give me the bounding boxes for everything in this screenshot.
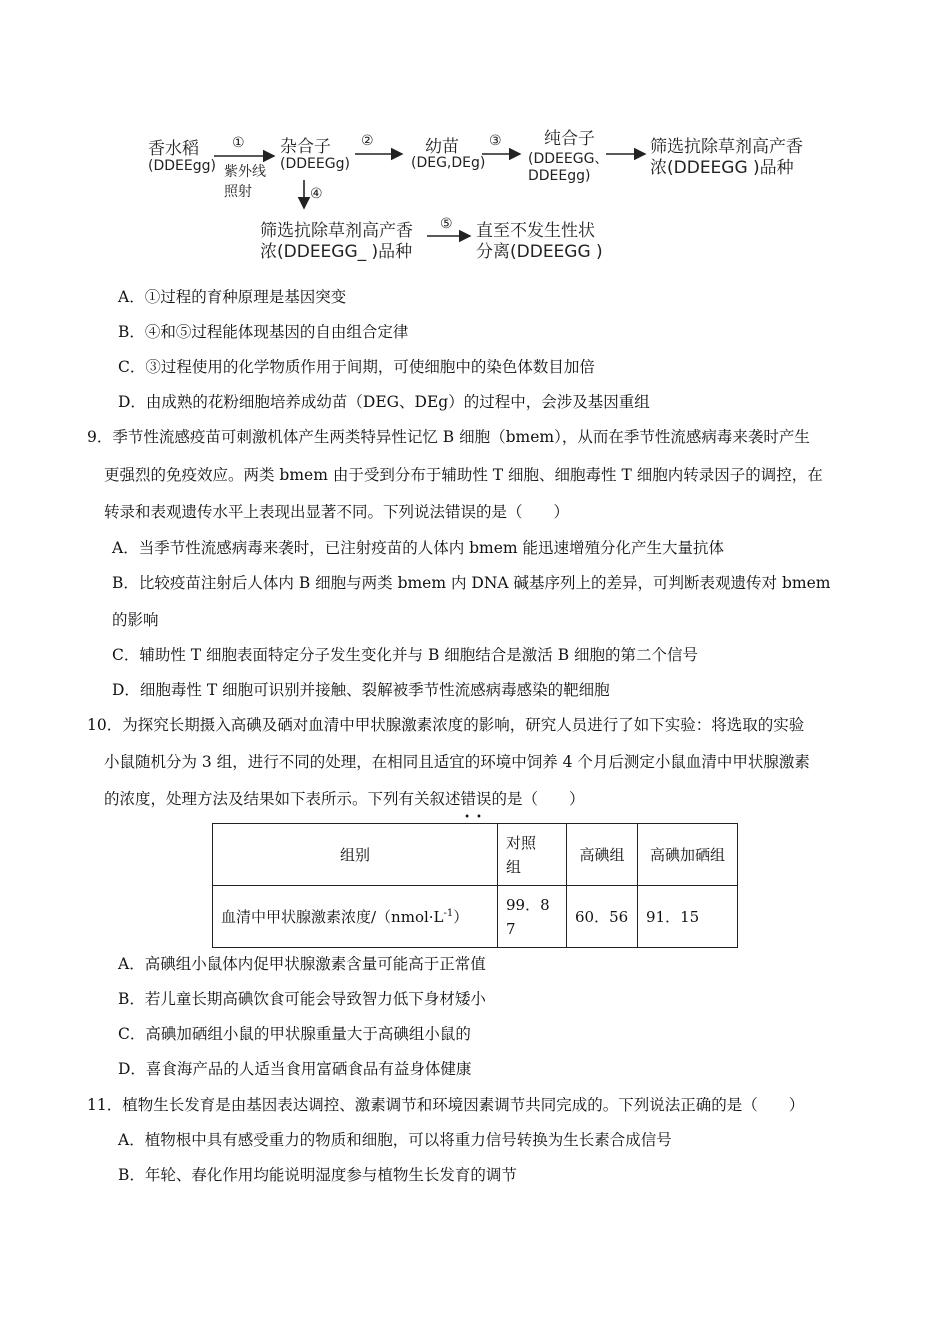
node-homozygote-genotype-1: (DDEEGG、 (528, 151, 609, 167)
node-screen-variety-line2: 浓(DDEEGG_ )品种 (260, 242, 413, 262)
header-high-iodine: 高碘组 (567, 824, 638, 886)
step-2-label: ② (361, 133, 374, 149)
step-4-label: ④ (310, 186, 323, 202)
cell-high-iodine: 60．56 (567, 886, 638, 948)
q10-stem-line1: 10．为探究长期摄入高碘及硒对血清中甲状腺激素浓度的影响，研究人员进行了如下实验：将选取的实验 (87, 716, 805, 734)
q10-emphasis-word (460, 790, 492, 823)
cell-high-iodine-selenium: 91．15 (638, 886, 738, 948)
q8-option-d: D．由成熟的花粉细胞培养成幼苗（DEG、DEg）的过程中，会涉及基因重组 (118, 393, 650, 411)
q10-emphasis-text: 错误 (460, 790, 492, 808)
cell-control-line1: 99．8 (506, 895, 550, 914)
q10-results-table (212, 823, 738, 948)
node-hybrid: 杂合子 (280, 137, 331, 157)
node-homozygote-genotype-2: DDEEgg) (528, 168, 591, 184)
step-3-label: ③ (489, 133, 502, 149)
q9-option-c: C．辅助性 T 细胞表面特定分子发生变化并与 B 细胞结合是激活 B 细胞的第二个信号 (112, 646, 699, 664)
node-xiangshuidao: 香水稻 (148, 139, 199, 159)
q9-option-a: A．当季节性流感病毒来袭时，已注射疫苗的人体内 bmem 能迅速增殖分化产生大量抗体 (112, 539, 725, 557)
header-control-line2: 组 (506, 857, 522, 876)
step-5-label: ⑤ (440, 216, 453, 232)
header-control-line1: 对照 (506, 833, 537, 852)
q10-option-c: C．高碘加硒组小鼠的甲状腺重量大于高碘组小鼠的 (118, 1025, 471, 1043)
row-label-end: ） (453, 908, 469, 926)
q11-option-b: B．年轮、春化作用均能说明湿度参与植物生长发育的调节 (118, 1166, 517, 1184)
node-screen-variety-line1: 筛选抗除草剂高产香 (260, 221, 413, 241)
diagram-arrows (0, 0, 950, 270)
q9-stem-line2: 更强烈的免疫效应。两类 bmem 由于受到分布于辅助性 T 细胞、细胞毒性 T 细胞内转录因子的调控，在 (104, 466, 823, 484)
table-header-row (213, 824, 738, 886)
node-final-variety-line1: 筛选抗除草剂高产香 (650, 137, 803, 157)
node-no-segregation-line2: 分离(DDEEGG ) (476, 242, 603, 262)
q9-option-d: D．细胞毒性 T 细胞可识别并接触、裂解被季节性流感病毒感染的靶细胞 (112, 681, 610, 699)
q11-option-a: A．植物根中具有感受重力的物质和细胞，可以将重力信号转换为生长素合成信号 (118, 1131, 672, 1149)
node-hybrid-genotype: (DDEEGg) (280, 156, 350, 172)
node-no-segregation-line1: 直至不发生性状 (476, 221, 595, 241)
q9-stem-line1: 9．季节性流感疫苗可刺激机体产生两类特异性记忆 B 细胞（bmem），从而在季节性流感病毒来袭时产生 (87, 428, 810, 446)
q10-option-b: B．若儿童长期高碘饮食可能会导致智力低下身材矮小 (118, 990, 486, 1008)
q10-option-a: A．高碘组小鼠体内促甲状腺激素含量可能高于正常值 (118, 955, 486, 973)
table-row (213, 886, 738, 948)
node-xiangshuidao-genotype: (DDEEgg) (148, 158, 216, 174)
node-homozygote: 纯合子 (544, 129, 595, 149)
q11-stem: 11．植物生长发育是由基因表达调控、激素调节和环境因素调节共同完成的。下列说法正确的是（ ） (87, 1096, 805, 1114)
step-1-note-irradiation: 照射 (224, 184, 252, 200)
q10-option-d: D．喜食海产品的人适当食用富硒食品有益身体健康 (118, 1060, 472, 1078)
emphasis-dots: •• (464, 812, 488, 823)
q8-option-b: B．④和⑤过程能体现基因的自由组合定律 (118, 323, 409, 341)
q10-stem-line3 (104, 789, 585, 823)
node-final-variety-line2: 浓(DDEEGG )品种 (650, 158, 794, 178)
header-high-iodine-selenium: 高碘加硒组 (638, 824, 738, 886)
header-group: 组别 (213, 824, 498, 886)
q10-stem-line2: 小鼠随机分为 3 组，进行不同的处理，在相同且适宜的环境中饲养 4 个月后测定小鼠血清中甲状腺激素 (104, 753, 810, 771)
q9-option-b: B．比较疫苗注射后人体内 B 细胞与两类 bmem 内 DNA 碱基序列上的差异，可判断表观遗传对 bmem (112, 574, 831, 592)
row-label-sup: -1 (443, 908, 454, 919)
q10-stem-line3-text: 的浓度，处理方法及结果如下表所示。下列有关叙述 (104, 790, 461, 808)
q8-option-c: C．③过程使用的化学物质作用于间期，可使细胞中的染色体数目加倍 (118, 358, 595, 376)
step-1-note-uv: 紫外线 (224, 164, 266, 180)
row-label (213, 886, 498, 948)
node-seedling-genotype: (DEG,DEg) (411, 155, 486, 171)
row-label-text: 血清中甲状腺激素浓度/（nmol·L (221, 908, 444, 926)
q9-stem-line3: 转录和表观遗传水平上表现出显著不同。下列说法错误的是（ ） (104, 503, 570, 521)
node-seedling: 幼苗 (425, 137, 459, 157)
step-1-label: ① (232, 135, 245, 151)
cell-control-line2: 7 (506, 919, 516, 938)
header-control (498, 824, 567, 886)
cell-control (498, 886, 567, 948)
q8-option-a: A．①过程的育种原理是基因突变 (118, 288, 347, 306)
q9-option-b-cont: 的影响 (112, 611, 159, 629)
q10-stem-tail: 的是（ ） (491, 790, 585, 808)
